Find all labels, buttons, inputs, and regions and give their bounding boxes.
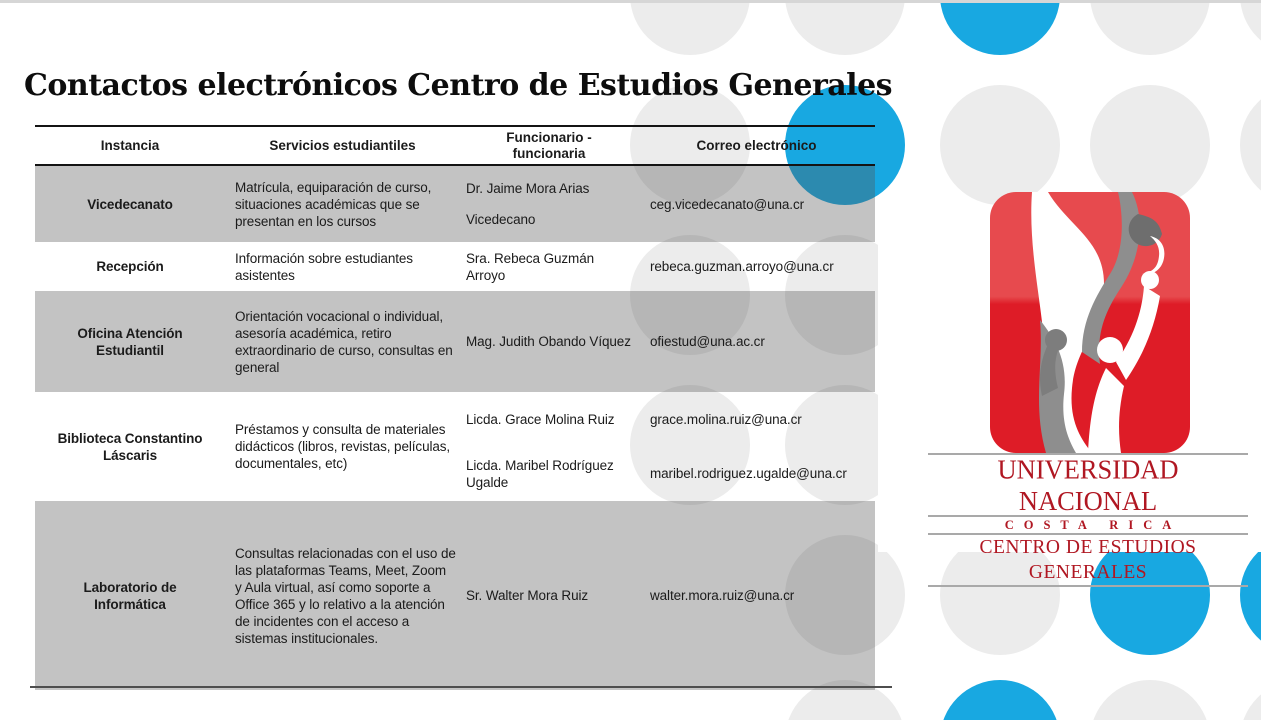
accent-circle bbox=[940, 0, 1060, 55]
cell-funcionario: Mag. Judith Obando Víquez bbox=[466, 334, 631, 349]
table-row bbox=[35, 392, 875, 501]
logo-wordmark bbox=[928, 453, 1248, 587]
cell-funcionario: Sra. Rebeca Guzmán Arroyo bbox=[466, 250, 595, 283]
pattern-circle bbox=[630, 0, 750, 55]
table-bottom-border bbox=[30, 686, 892, 688]
top-edge-line bbox=[0, 0, 1261, 3]
cell-correo: rebeca.guzman.arroyo@una.cr bbox=[650, 259, 834, 274]
column-header: Funcionario - funcionaria bbox=[506, 129, 592, 161]
cell-correo: grace.molina.ruiz@una.cr maribel.rodriguez.ugalde@una.cr bbox=[650, 411, 847, 482]
accent-circle bbox=[940, 680, 1060, 720]
cell-servicios: Orientación vocacional o individual, asesoría académica, retiro extraordinario de curso, consultas en general bbox=[235, 308, 453, 375]
cell-servicios: Información sobre estudiantes asistentes bbox=[235, 250, 413, 283]
cell-instancia: Laboratorio de Informática bbox=[83, 579, 177, 612]
pattern-circle bbox=[1240, 0, 1261, 55]
cell-funcionario: Licda. Grace Molina Ruiz Licda. Maribel Rodríguez Ugalde bbox=[466, 411, 615, 490]
page-title: Contactos electrónicos Centro de Estudios Generales bbox=[24, 68, 893, 104]
cell-correo: ofiestud@una.ac.cr bbox=[650, 334, 765, 349]
table-header-row bbox=[35, 125, 875, 166]
cell-instancia: Vicedecanato bbox=[87, 196, 173, 212]
column-header: Correo electrónico bbox=[696, 137, 817, 153]
pattern-circle bbox=[1090, 680, 1210, 720]
table-row bbox=[35, 242, 875, 291]
cell-servicios: Préstamos y consulta de materiales didácticos (libros, revistas, películas, documentales, etc) bbox=[235, 422, 451, 471]
cell-funcionario: Dr. Jaime Mora Arias Vicedecano bbox=[466, 181, 590, 227]
pattern-circle bbox=[1090, 85, 1210, 205]
table-row bbox=[35, 501, 875, 690]
cell-instancia: Recepción bbox=[96, 259, 164, 274]
table-body bbox=[35, 166, 875, 690]
una-emblem-icon bbox=[990, 192, 1190, 453]
cell-correo: ceg.vicedecanato@una.cr bbox=[650, 196, 804, 212]
logo-department: CENTRO DE ESTUDIOS GENERALES bbox=[979, 537, 1197, 583]
table-row bbox=[35, 291, 875, 392]
cell-servicios: Matrícula, equiparación de curso, situaciones académicas que se presentan en los cursos bbox=[235, 179, 432, 229]
cell-correo: walter.mora.ruiz@una.cr bbox=[650, 588, 795, 603]
column-header: Instancia bbox=[100, 137, 160, 153]
pattern-circle bbox=[1090, 0, 1210, 55]
cell-funcionario: Sr. Walter Mora Ruiz bbox=[466, 588, 589, 603]
divider bbox=[928, 585, 1248, 587]
logo-country: COSTA RICA bbox=[1004, 518, 1182, 532]
pattern-circle bbox=[940, 85, 1060, 205]
column-header: Servicios estudiantiles bbox=[269, 137, 416, 153]
pattern-circle bbox=[1240, 680, 1261, 720]
cell-instancia: Biblioteca Constantino Láscaris bbox=[57, 430, 203, 463]
pattern-circle bbox=[1240, 85, 1261, 205]
cell-instancia: Oficina Atención Estudiantil bbox=[77, 325, 183, 358]
table-row bbox=[35, 166, 875, 242]
cell-servicios: Consultas relacionadas con el uso de las plataformas Teams, Meet, Zoom y Aula virtual, así como soporte a Office 365 y lo relativo a la atención de incidentes con el acceso a sistemas institucionales. bbox=[235, 545, 456, 646]
contacts-table bbox=[35, 125, 875, 690]
logo-university-name: UNIVERSIDAD NACIONAL bbox=[997, 453, 1179, 517]
pattern-circle bbox=[785, 0, 905, 55]
